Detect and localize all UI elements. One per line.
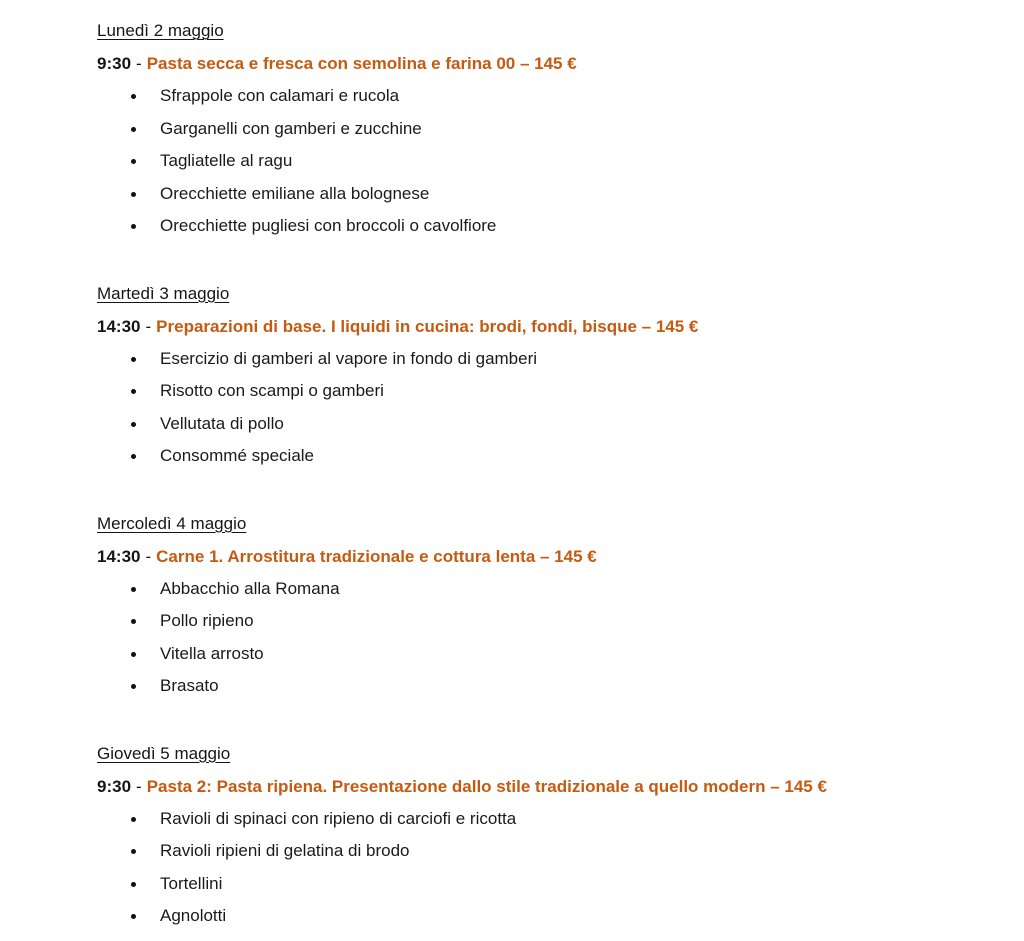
course-day-section-tuesday (97, 277, 984, 473)
menu-list (97, 803, 984, 933)
menu-item: Tortellini (97, 868, 984, 901)
menu-item: Ravioli ripieni di gelatina di brodo (97, 835, 984, 868)
course-line (97, 770, 984, 803)
day-heading-row (97, 737, 984, 770)
menu-item: Orecchiette pugliesi con broccoli o cavolfiore (97, 210, 984, 243)
day-heading-row (97, 277, 984, 310)
menu-item: Vitella arrosto (97, 638, 984, 671)
course-line (97, 540, 984, 573)
menu-item: Consommé speciale (97, 440, 984, 473)
menu-item: Vellutata di pollo (97, 408, 984, 441)
course-time: 9:30 (97, 776, 132, 796)
course-day-section-monday (97, 14, 984, 243)
menu-item: Orecchiette emiliane alla bolognese (97, 178, 984, 211)
course-day-section-wednesday (97, 507, 984, 703)
day-heading-row (97, 507, 984, 540)
menu-list (97, 80, 984, 243)
day-heading: Lunedì 2 maggio (97, 21, 224, 40)
course-title: Pasta secca e fresca con semolina e farina 00 – 145 € (146, 54, 577, 73)
course-separator: - (145, 316, 152, 336)
course-time: 14:30 (97, 316, 141, 336)
course-separator: - (136, 54, 142, 73)
course-title: Preparazioni di base. I liquidi in cucina: brodi, fondi, bisque – 145 € (156, 316, 699, 336)
menu-item: Garganelli con gamberi e zucchine (97, 113, 984, 146)
menu-item: Pollo ripieno (97, 605, 984, 638)
course-separator: - (145, 546, 152, 566)
menu-list (97, 573, 984, 703)
menu-item: Agnolotti (97, 900, 984, 933)
course-time: 14:30 (97, 546, 141, 566)
course-time: 9:30 (97, 54, 132, 73)
menu-list (97, 343, 984, 473)
menu-item: Brasato (97, 670, 984, 703)
course-day-section-thursday (97, 737, 984, 933)
menu-item: Ravioli di spinaci con ripieno di carciofi e ricotta (97, 803, 984, 836)
course-separator: - (136, 776, 142, 796)
course-line (97, 47, 984, 80)
menu-item: Risotto con scampi o gamberi (97, 375, 984, 408)
day-heading: Martedì 3 maggio (97, 283, 230, 303)
menu-item: Sfrappole con calamari e rucola (97, 80, 984, 113)
menu-item: Tagliatelle al ragu (97, 145, 984, 178)
menu-item: Abbacchio alla Romana (97, 573, 984, 606)
course-title: Carne 1. Arrostitura tradizionale e cottura lenta – 145 € (156, 546, 597, 566)
menu-item: Esercizio di gamberi al vapore in fondo di gamberi (97, 343, 984, 376)
course-title: Pasta 2: Pasta ripiena. Presentazione dallo stile tradizionale a quello modern – 145 € (146, 776, 827, 796)
course-line (97, 310, 984, 343)
day-heading: Giovedì 5 maggio (97, 743, 231, 763)
day-heading: Mercoledì 4 maggio (97, 513, 247, 533)
day-heading-row (97, 14, 984, 47)
